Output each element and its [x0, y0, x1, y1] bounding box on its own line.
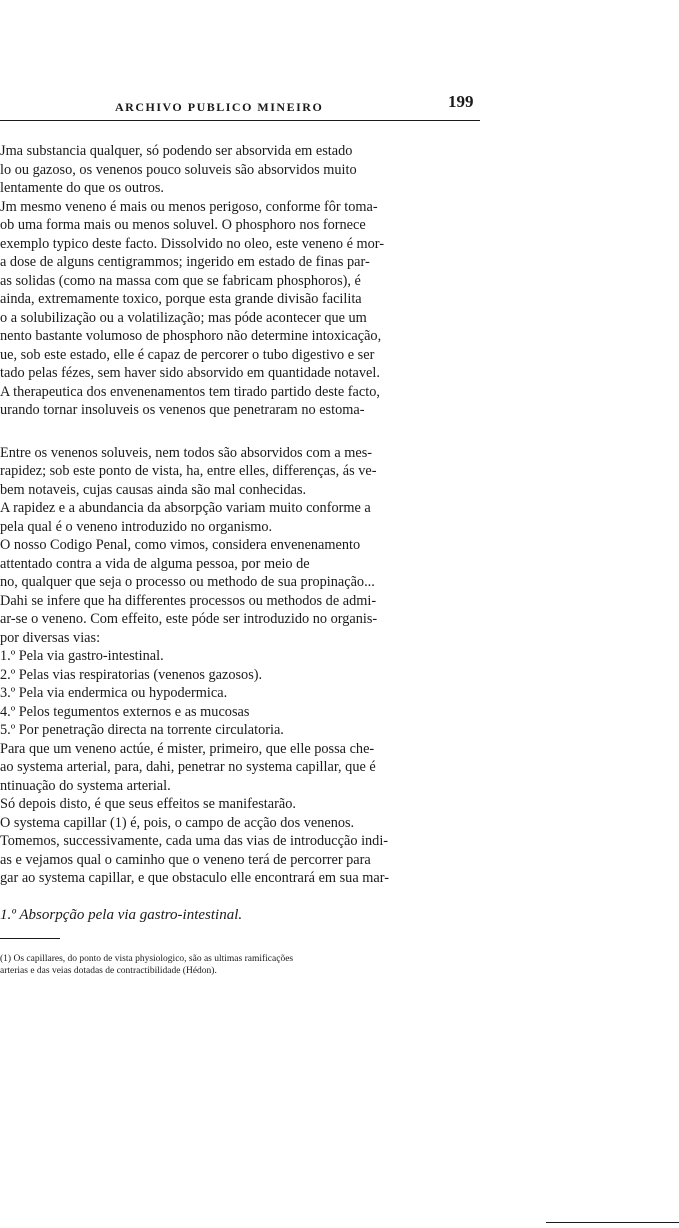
- text-line: por diversas vias:: [0, 629, 101, 646]
- text-line: as solidas (como na massa com que se fabricam phosphoros), é: [0, 272, 361, 289]
- paragraph: [0, 142, 490, 198]
- footnote-line: (1) Os capillares, do ponto de vista physiologico, são as ultimas ramificações: [0, 953, 294, 964]
- page-header: [0, 92, 679, 122]
- footnote-line: arterias e das veias dotadas de contractibilidade (Hédon).: [0, 965, 217, 976]
- header-rule: [0, 120, 480, 121]
- footnote-rule: [0, 938, 60, 939]
- text-line: no, qualquer que seja o processo ou methodo de sua propinação...: [0, 574, 375, 590]
- paragraph: [0, 740, 490, 888]
- list-item: 4.º Pelos tegumentos externos e as mucosas: [0, 703, 250, 720]
- text-line: ob uma forma mais ou menos soluvel. O phosphoro nos fornece: [0, 217, 366, 233]
- text-line: O nosso Codigo Penal, como vimos, considera envenenamento: [0, 537, 361, 553]
- text-line: o a solubilização ou a volatilização; mas póde acontecer que um: [0, 309, 367, 326]
- text-line: A therapeutica dos envenenamentos tem tirado partido deste facto,: [0, 383, 380, 400]
- text-line: gar ao systema capillar, e que obstaculo elle encontrará em sua mar-: [0, 870, 389, 886]
- list-item: 3.º Pela via endermica ou hypodermica.: [0, 685, 228, 701]
- bottom-rule: [546, 1222, 679, 1223]
- text-line: lentamente do que os outros.: [0, 180, 164, 196]
- text-line: Dahi se infere que ha differentes processos ou methodos de admi-: [0, 592, 377, 609]
- text-line: O systema capillar (1) é, pois, o campo de acção dos venenos.: [0, 814, 355, 831]
- text-line: bem notaveis, cujas causas ainda são mal conhecidas.: [0, 481, 307, 498]
- paragraph: [0, 444, 490, 648]
- section-heading: 1.º Absorpção pela via gastro-intestinal.: [0, 906, 243, 923]
- body-text: [0, 142, 490, 977]
- paragraph: [0, 198, 490, 420]
- list-item: 2.º Pelas vias respiratorias (venenos gazosos).: [0, 666, 263, 683]
- list-item: 1.º Pela via gastro-intestinal.: [0, 648, 164, 664]
- text-line: ao systema arterial, para, dahi, penetrar no systema capillar, que é: [0, 759, 376, 775]
- paragraph-gap: [0, 420, 490, 444]
- text-line: as e vejamos qual o caminho que o veneno terá de percorrer para: [0, 851, 371, 868]
- text-line: tado pelas fézes, sem haver sido absorvido em quantidade notavel.: [0, 365, 380, 381]
- text-line: urando tornar insoluveis os venenos que penetraram no estoma-: [0, 402, 365, 418]
- text-line: ue, sob este estado, elle é capaz de percorer o tubo digestivo e ser: [0, 346, 375, 363]
- routes-list: [0, 647, 490, 740]
- text-line: Só depois disto, é que seus effeitos se manifestarão.: [0, 796, 296, 812]
- text-line: a dose de alguns centigrammos; ingerido em estado de finas par-: [0, 254, 370, 270]
- footnote: [0, 953, 490, 977]
- list-item: 5.º Por penetração directa na torrente circulatoria.: [0, 722, 284, 738]
- text-line: Jm mesmo veneno é mais ou menos perigoso, conforme fôr toma-: [0, 198, 378, 215]
- text-line: rapidez; sob este ponto de vista, ha, entre elles, differenças, ás ve-: [0, 463, 377, 479]
- text-line: pela qual é o veneno introduzido no organismo.: [0, 518, 273, 535]
- text-line: ar-se o veneno. Com effeito, este póde ser introduzido no organis-: [0, 611, 378, 627]
- text-line: attentado contra a vida de alguma pessoa, por meio de: [0, 555, 310, 572]
- text-line: exemplo typico deste facto. Dissolvido no oleo, este veneno é mor-: [0, 235, 385, 252]
- text-line: ntinuação do systema arterial.: [0, 777, 171, 794]
- text-line: Tomemos, successivamente, cada uma das vias de introducção indi-: [0, 833, 389, 849]
- text-line: nento bastante volumoso de phosphoro não determine intoxicação,: [0, 328, 382, 344]
- text-line: Jma substancia qualquer, só podendo ser absorvida em estado: [0, 143, 353, 159]
- text-line: ainda, extremamente toxico, porque esta grande divisão facilita: [0, 291, 362, 307]
- text-line: lo ou gazoso, os venenos pouco soluveis são absorvidos muito: [0, 161, 357, 178]
- text-line: Para que um veneno actúe, é mister, primeiro, que elle possa che-: [0, 740, 375, 757]
- text-line: Entre os venenos soluveis, nem todos são absorvidos com a mes-: [0, 444, 373, 461]
- running-title: ARCHIVO PUBLICO MINEIRO: [115, 100, 324, 114]
- text-line: A rapidez e a abundancia da absorpção variam muito conforme a: [0, 500, 371, 516]
- page-number: 199: [448, 92, 474, 111]
